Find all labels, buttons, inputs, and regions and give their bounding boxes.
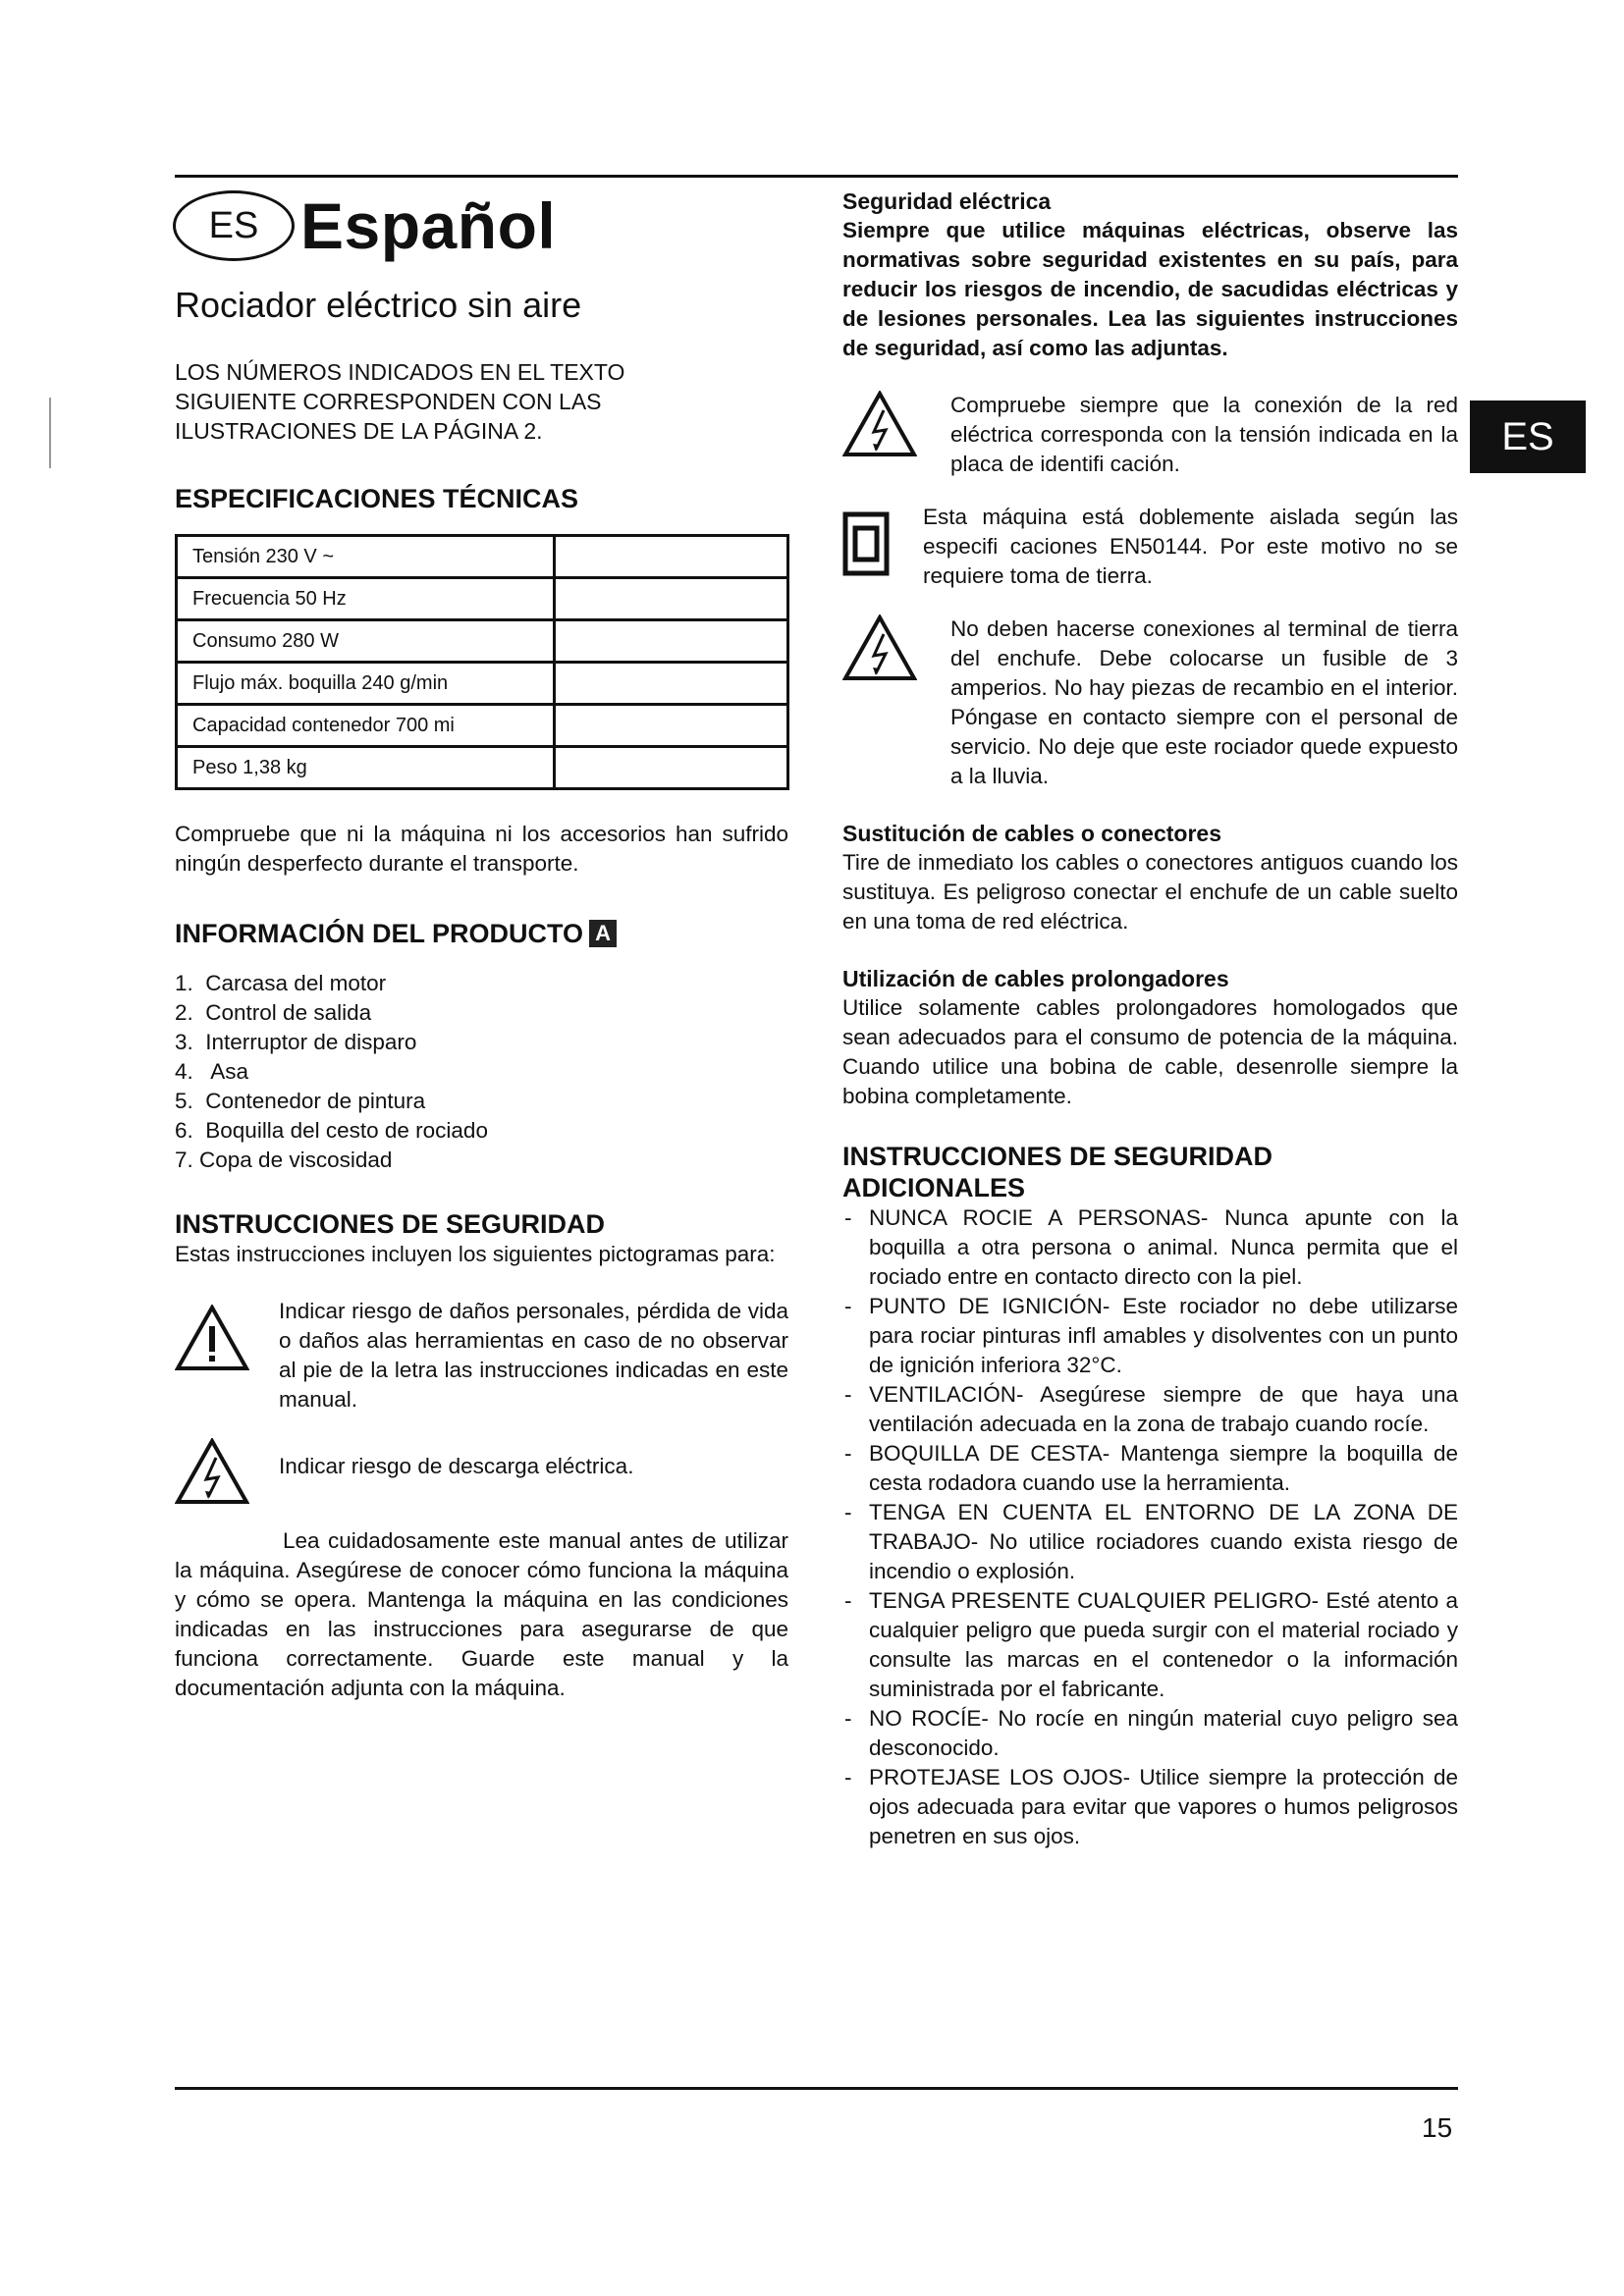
additional-safety-list [842, 1203, 1458, 1851]
voltage-warning-text: Compruebe siempre que la conexión de la red eléctrica corresponda con la tensión indicada en la placa de identifi cación. [950, 393, 1458, 476]
cable-replacement-text: Tire de inmediato los cables o conectores antiguos cuando los sustituya. Es peligroso conectar el enchufe de un cable suelto en una toma de red eléctrica. [842, 850, 1458, 934]
electric-shock-icon [175, 1438, 249, 1505]
spec-label: Flujo máx. boquilla 240 g/min [177, 663, 555, 705]
double-insulation-icon [842, 508, 890, 579]
electrical-heading: Seguridad eléctrica [842, 188, 1052, 214]
spec-row [177, 663, 788, 705]
language-code-badge: ES [173, 190, 295, 261]
transport-note: Compruebe que ni la máquina ni los accesorios han sufrido ningún desperfecto durante el transporte. [175, 822, 788, 876]
part-item: 5. Contenedor de pintura [175, 1089, 426, 1113]
safety-item: - PUNTO DE IGNICIÓN- Este rociador no debe utilizarse para rociar pinturas infl amables y disolventes con un punto de ignición inferiora 32°C. [842, 1292, 1458, 1380]
language-header [175, 187, 788, 265]
spec-label: Peso 1,38 kg [177, 747, 555, 789]
spec-blank-cell [555, 578, 788, 620]
cable-replacement-heading: Sustitución de cables o conectores [842, 821, 1221, 846]
voltage-warning [842, 391, 1458, 479]
spec-row [177, 620, 788, 663]
illustration-note: LOS NÚMEROS INDICADOS EN EL TEXTO SIGUIENTE CORRESPONDEN CON LAS ILUSTRACIONES DE LA PÁGINA 2. [175, 359, 625, 444]
spec-row [177, 536, 788, 578]
part-item: 6. Boquilla del cesto de rociado [175, 1118, 488, 1143]
spec-blank-cell [555, 705, 788, 747]
specs-heading: ESPECIFICACIONES TÉCNICAS [175, 484, 579, 513]
spec-blank-cell [555, 663, 788, 705]
right-column [842, 187, 1458, 1851]
safety-item: - VENTILACIÓN- Asegúrese siempre de que haya una ventilación adecuada en la zona de trabajo cuando rocíe. [842, 1380, 1458, 1439]
safety-item: - NO ROCÍE- No rocíe en ningún material cuyo peligro sea desconocido. [842, 1704, 1458, 1763]
extension-cable-text: Utilice solamente cables prolongadores homologados que sean adecuados para el consumo de potencia de la máquina. Cuando utilice una bobina de cable, desenrolle siempre la bobina completamente. [842, 995, 1458, 1108]
bottom-rule [175, 2087, 1458, 2090]
extension-cable-heading: Utilización de cables prolongadores [842, 966, 1229, 991]
spec-row [177, 705, 788, 747]
page-number: 15 [1422, 2112, 1453, 2143]
language-tab: ES [1470, 400, 1586, 473]
earth-warning [842, 614, 1458, 791]
safety-item: - BOQUILLA DE CESTA- Mantenga siempre la boquilla de cesta rodadora cuando use la herramienta. [842, 1439, 1458, 1498]
part-item: 7. Copa de viscosidad [175, 1148, 393, 1172]
safety-intro: Estas instrucciones incluyen los siguientes pictogramas para: [175, 1242, 776, 1266]
electrical-intro: Siempre que utilice máquinas eléctricas, observe las normativas sobre seguridad existentes en su país, para reducir los riesgos de incendio, de sacudidas eléctricas y de lesiones personales. Lea las siguientes instrucciones de seguridad, así como las adjuntas. [842, 218, 1458, 360]
language-title: Español [300, 189, 557, 262]
spec-blank-cell [555, 620, 788, 663]
spec-label: Frecuencia 50 Hz [177, 578, 555, 620]
specs-table [175, 534, 789, 790]
margin-mark [49, 398, 51, 468]
spec-row [177, 747, 788, 789]
read-manual-note: Lea cuidadosamente este manual antes de utilizar la máquina. Asegúrese de conocer cómo funciona la máquina y cómo se opera. Mantenga la máquina en las condiciones indicadas en las instrucciones para asegurarse de que funciona correctamente. Guarde este manual y la documentación adjunta con la máquina. [175, 1528, 788, 1700]
spec-blank-cell [555, 536, 788, 578]
double-insulation-text: Esta máquina está doblemente aislada según las especifi caciones EN50144. Por este motivo no se requiere toma de tierra. [923, 505, 1458, 588]
earth-warning-text: No deben hacerse conexiones al terminal de tierra del enchufe. Debe colocarse un fusible de 3 amperios. No hay piezas de recambio en el interior. Póngase en contacto siempre con el personal de servicio. No deje que este rociador quede expuesto a la lluvia. [950, 616, 1458, 788]
general-warning-text: Indicar riesgo de daños personales, pérdida de vida o daños alas herramientas en caso de no observar al pie de la letra las instrucciones indicadas en este manual. [279, 1299, 788, 1412]
general-warning [175, 1297, 788, 1415]
figure-ref-badge: A [589, 920, 617, 947]
product-heading [175, 918, 788, 949]
safety-item: - NUNCA ROCIE A PERSONAS- Nunca apunte con la boquilla a otra persona o animal. Nunca permita que el rociado entre en contacto directo con la piel. [842, 1203, 1458, 1292]
safety-item: - TENGA PRESENTE CUALQUIER PELIGRO- Esté atento a cualquier peligro que pueda surgir con el material rociado y consulte las marcas en el contenedor o la información suministrada por el fabricante. [842, 1586, 1458, 1704]
safety-heading: INSTRUCCIONES DE SEGURIDAD [175, 1209, 606, 1239]
safety-item: - PROTEJASE LOS OJOS- Utilice siempre la protección de ojos adecuada para evitar que vapores o humos peligrosos penetren en sus ojos. [842, 1763, 1458, 1851]
spec-label: Tensión 230 V ~ [177, 536, 555, 578]
warning-triangle-icon [175, 1305, 249, 1371]
left-column [175, 187, 788, 1703]
electric-warning-text: Indicar riesgo de descarga eléctrica. [279, 1454, 634, 1478]
spec-row [177, 578, 788, 620]
safety-item: - TENGA EN CUENTA EL ENTORNO DE LA ZONA DE TRABAJO- No utilice rociadores cuando exista riesgo de incendio o explosión. [842, 1498, 1458, 1586]
part-item: 4. Asa [175, 1059, 249, 1084]
part-item: 2. Control de salida [175, 1000, 372, 1025]
electric-warning [175, 1438, 788, 1505]
electric-shock-icon [842, 391, 917, 457]
double-insulation-note [842, 503, 1458, 591]
electric-shock-icon [842, 614, 917, 681]
product-title: Rociador eléctrico sin aire [175, 285, 582, 325]
parts-list [175, 969, 788, 1175]
additional-safety-heading: INSTRUCCIONES DE SEGURIDAD ADICIONALES [842, 1142, 1273, 1202]
part-item: 1. Carcasa del motor [175, 971, 387, 995]
product-heading-text: INFORMACIÓN DEL PRODUCTO [175, 919, 584, 948]
part-item: 3. Interruptor de disparo [175, 1030, 417, 1054]
top-rule [175, 175, 1458, 178]
spec-blank-cell [555, 747, 788, 789]
spec-label: Capacidad contenedor 700 mi [177, 705, 555, 747]
spec-label: Consumo 280 W [177, 620, 555, 663]
